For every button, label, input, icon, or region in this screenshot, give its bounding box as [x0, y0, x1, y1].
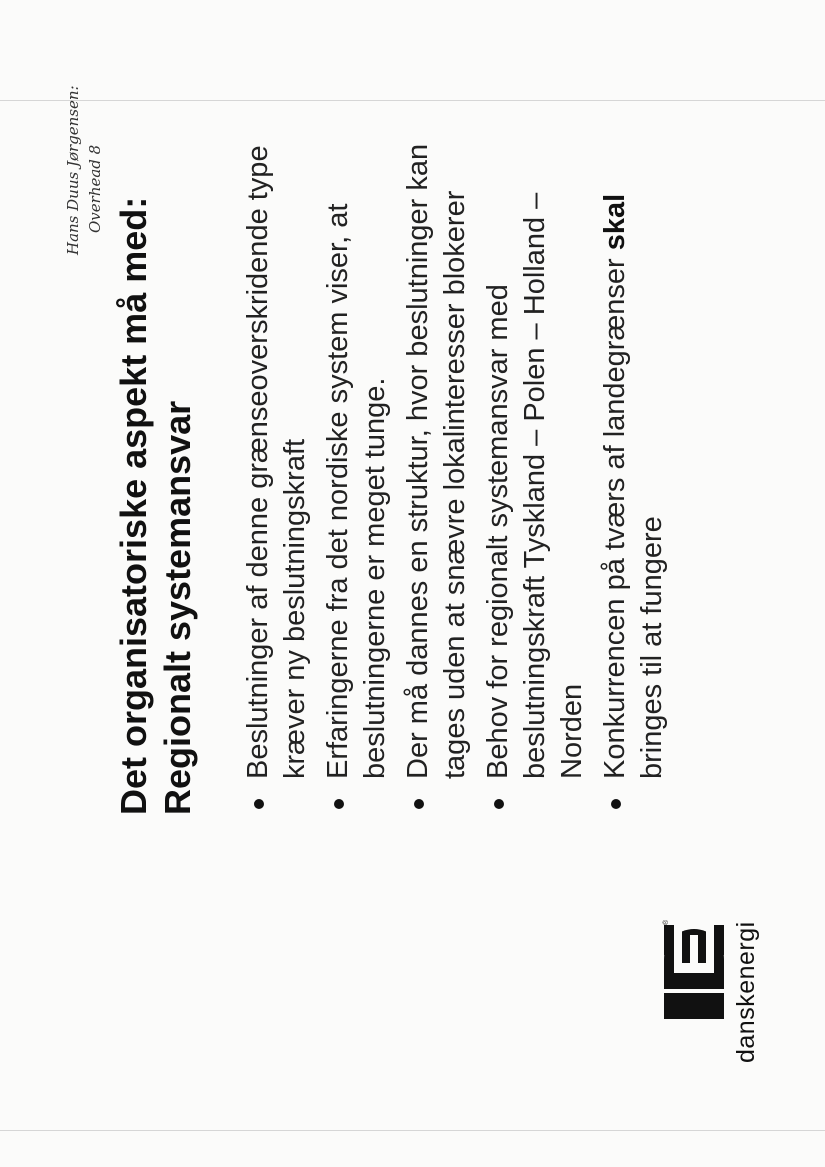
bullet-dot-icon	[254, 799, 264, 809]
bullet-text: Erfaringerne fra det nordiske system viser, at beslutningerne er meget tunge.	[322, 203, 391, 779]
handwritten-note	[62, 55, 106, 255]
bullet-text: Der må dannes en struktur, hvor beslutninger kan tages uden at snævre lokalinteresser blokerer	[402, 143, 471, 779]
danskenergi-logo-icon	[660, 919, 730, 1019]
bullet-dot-icon	[414, 799, 424, 809]
note-author: Hans Duus Jørgensen:	[64, 85, 82, 255]
brand-name: danskenergi	[732, 921, 760, 1063]
bullet-text: Beslutninger af denne grænseoverskridende type kræver ny beslutningskraft	[242, 145, 311, 779]
bullet-item	[480, 95, 591, 815]
note-overhead: Overhead 8	[86, 144, 104, 233]
bullet-text-before: Konkurrencen på tværs af landegrænser	[599, 250, 631, 779]
bullet-text: Behov for regionalt systemansvar med beslutningskraft Tyskland – Polen – Holland – Norden	[482, 192, 588, 779]
bullet-item	[597, 95, 671, 815]
bullet-dot-icon	[334, 799, 344, 809]
bullet-dot-icon	[611, 799, 621, 809]
bullet-bold-word: skal	[599, 193, 631, 251]
bullet-list	[240, 95, 677, 815]
bullet-item	[240, 95, 314, 815]
bullet-item	[320, 95, 394, 815]
title-line-2: Regionalt systemansvar	[157, 400, 198, 815]
bullet-item	[400, 95, 474, 815]
registered-mark: ®	[663, 919, 670, 925]
scan-line-bottom	[0, 1130, 825, 1131]
title-line-1: Det organisatoriske aspekt må med:	[113, 196, 154, 815]
rotated-slide	[12, 55, 772, 1115]
slide-title	[112, 75, 200, 815]
bullet-text-after: bringes til at fungere	[636, 516, 668, 779]
bullet-dot-icon	[494, 799, 504, 809]
